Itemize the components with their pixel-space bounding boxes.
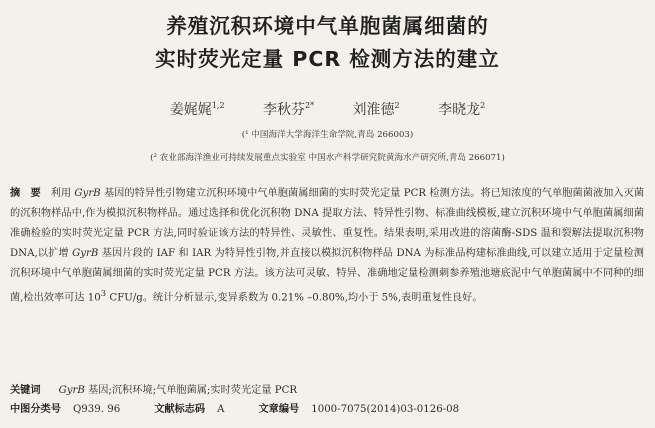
clc-value: Q939. 96 xyxy=(72,404,121,415)
author-1: 姜娓娓$^{1,2}$ xyxy=(169,101,225,118)
author-4-affil: 2 xyxy=(480,101,486,110)
author-4: 李晓龙$^2$ xyxy=(438,101,486,118)
doc-code-value: A xyxy=(217,404,225,415)
author-list xyxy=(0,99,655,119)
article-number-label: 文章编号 xyxy=(258,404,300,415)
abstract xyxy=(10,184,644,308)
paper-title-line-1: 养殖沉积环境中气单胞菌属细菌的 xyxy=(166,14,489,38)
paper-title-line-2: 实时荧光定量 PCR 检测方法的建立 xyxy=(155,47,500,71)
keyword-gene: GyrB xyxy=(58,385,85,396)
affiliation-2: (² 农业部海洋渔业可持续发展重点实验室 中国水产科学研究院黄海水产研究所,青岛 266071) xyxy=(150,153,505,163)
abstract-text-4: CFU/g。统计分析显示,变异系数为 0.21% –0.80%,均小于 5%,表明重复性良好。 xyxy=(106,292,483,304)
author-2-affil: 2* xyxy=(305,101,315,110)
keywords-text: 基因;沉积环境;气单胞菌属;实时荧光定量 PCR xyxy=(84,385,298,396)
exponent: 3 xyxy=(100,289,107,299)
keywords-label: 关键词 xyxy=(10,385,41,396)
author-3-affil: 2 xyxy=(394,101,400,110)
gene-name: GyrB xyxy=(74,188,101,199)
gene-name: GyrB xyxy=(72,248,99,259)
affiliation-1: (¹ 中国海洋大学海洋生命学院,青岛 266003) xyxy=(241,130,414,140)
author-3: 刘淮德$^2$ xyxy=(352,101,400,118)
abstract-text-3: 基因片段的 IAF 和 IAR 为特异性引物,并直接以模拟沉积物样品 DNA 为标准品构建标准曲线,可以建立适用于定量检测沉积环境中气单胞菌属细菌的实时荧光定量 PCR 方法。该方法可灵敏、特异、准确地定量检测刺参养殖池塘底泥中气单胞菌属中不同种的细菌,检出效率可达 10 xyxy=(10,248,644,304)
author-2: 李秋芬$^{2*}$ xyxy=(263,101,315,118)
abstract-text-1: 利用 xyxy=(50,188,75,199)
abstract-label: 摘 要 xyxy=(10,188,41,199)
clc-label: 中图分类号 xyxy=(10,404,61,415)
article-number-value: 1000-7075(2014)03-0126-08 xyxy=(311,404,460,415)
keywords xyxy=(10,383,644,399)
author-1-affil: 1,2 xyxy=(211,101,225,110)
abstract-text-2: 基因的特异性引物建立沉积环境中气单胞菌属细菌的实时荧光定量 PCR 检测方法。将已知浓度的气单胞菌菌液加入灭菌的沉积物样品中,作为模拟沉积物样品。通过选择和优化沉积物 DNA 提取方法、特异性引物、标准曲线模板,建立沉积环境中气单胞菌属细菌准确检验的实时荧光定量 PCR 方法,同时验证该方法的特异性、灵敏性、重复性。结果表明,采用改进的溶菌酶-SDS 温和裂解法提取沉积物 DNA,以扩增 xyxy=(10,188,645,259)
doc-code-label: 文献标志码 xyxy=(154,404,206,415)
classification-line xyxy=(10,402,644,418)
